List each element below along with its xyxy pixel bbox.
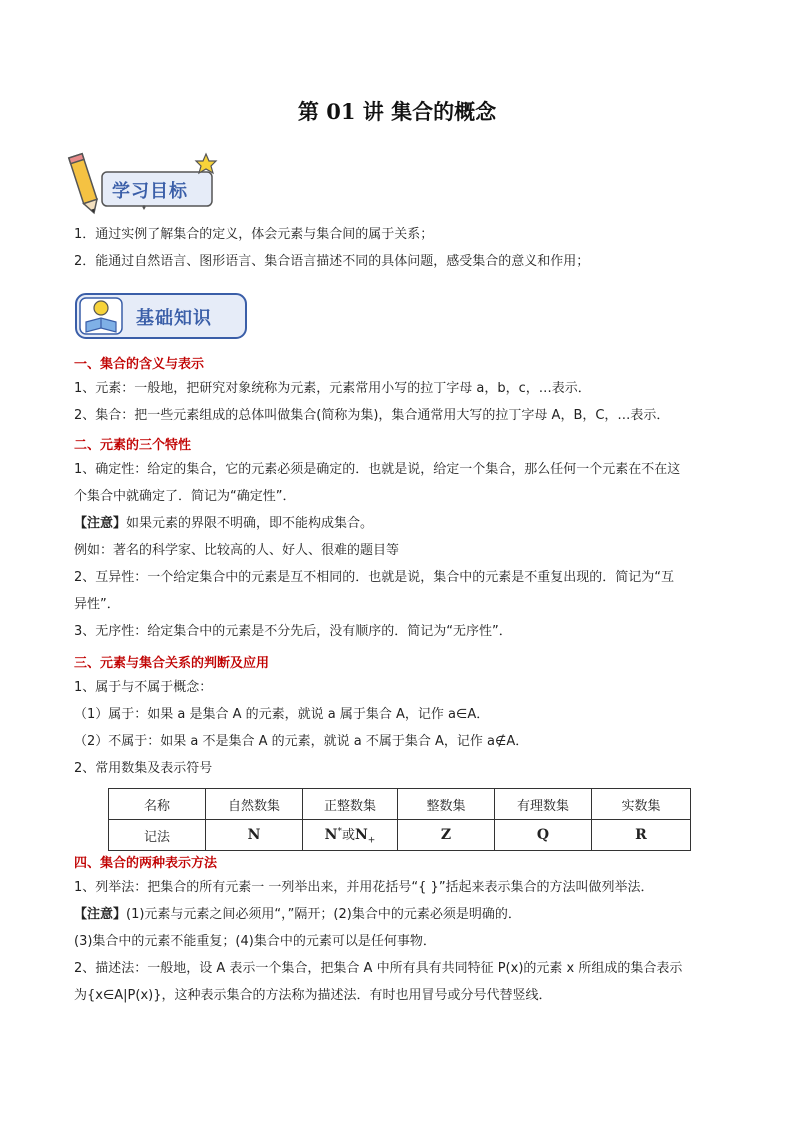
or-text: 或 (341, 828, 355, 844)
sec2-line-1a: 1、确定性：给定的集合，它的元素必须是确定的．也就是说，给定一个集合，那么任何一个元素在不在这 (74, 462, 681, 477)
page-title: 第 01 讲 集合的概念 (297, 99, 497, 124)
note-label: 【注意】 (74, 516, 127, 531)
symbol-integer: Z (398, 820, 495, 851)
sec2-example: 例如：著名的科学家、比较高的人、好人、很难的题目等 (74, 543, 400, 558)
section-4-heading: 四、集合的两种表示方法 (74, 856, 218, 871)
symbol-n-plus: N (354, 827, 368, 844)
badge-goals-label: 学习目标 (112, 181, 188, 202)
table-header-cell: 有理数集 (495, 789, 592, 820)
basic-knowledge-badge (74, 290, 254, 342)
section-1-heading: 一、集合的含义与表示 (74, 357, 205, 372)
sec4-line-4a: 2、描述法：一般地，设 A 表示一个集合，把集合 A 中所有具有共同特征 P(x)的元素 x 所组成的集合表示 (74, 961, 683, 976)
note-label: 【注意】 (74, 907, 127, 922)
sec4-note (74, 906, 521, 924)
table-header-cell: 实数集 (592, 789, 691, 820)
section-3-heading: 三、元素与集合关系的判断及应用 (74, 656, 270, 671)
learning-goals-badge (66, 150, 226, 220)
sec4-line-3: (3)集合中的元素不能重复；(4)集合中的元素可以是任何事物． (74, 934, 436, 949)
sec4-line-4b: 为{x∈A|P(x)}，这种表示集合的方法称为描述法．有时也用冒号或分号代替竖线． (74, 988, 552, 1003)
star-sup: * (337, 826, 342, 837)
table-row-label: 记法 (109, 820, 206, 851)
table-header-cell: 正整数集 (303, 789, 398, 820)
table-row (109, 789, 691, 820)
symbol-natural: N (206, 820, 303, 851)
sec1-line-1: 1、元素：一般地，把研究对象统称为元素，元素常用小写的拉丁字母 a，b，c，…表示． (74, 381, 591, 396)
plus-sub: + (367, 835, 376, 846)
number-sets-table (108, 788, 691, 851)
symbol-positive-integer (303, 820, 398, 851)
note-text: 如果元素的界限不明确，即不能构成集合。 (126, 516, 374, 531)
section-2-heading: 二、元素的三个特性 (74, 438, 192, 453)
sec2-line-2a: 2、互异性：一个给定集合中的元素是互不相同的．也就是说，集合中的元素是不重复出现的．简记为“互 (74, 570, 675, 585)
sec1-line-2: 2、集合：把一些元素组成的总体叫做集合(简称为集)，集合通常用大写的拉丁字母 A，B，C，…表示． (74, 408, 670, 423)
table-header-cell: 整数集 (398, 789, 495, 820)
table-row (109, 820, 691, 851)
sec2-line-2b: 异性”． (74, 597, 120, 612)
badge-basics-label: 基础知识 (136, 308, 212, 329)
sec2-line-3: 3、无序性：给定集合中的元素是不分先后，没有顺序的．简记为“无序性”． (74, 624, 512, 639)
sec3-line-3: （2）不属于：如果 a 不是集合 A 的元素，就说 a 不属于集合 A，记作 a∉A． (74, 734, 529, 749)
sec3-line-2: （1）属于：如果 a 是集合 A 的元素，就说 a 属于集合 A，记作 a∈A． (74, 707, 490, 722)
note-text: (1)元素与元素之间必须用“，”隔开；(2)集合中的元素必须是明确的． (126, 907, 521, 922)
goal-line-2: 2．能通过自然语言、图形语言、集合语言描述不同的具体问题，感受集合的意义和作用； (74, 254, 590, 269)
symbol-n-star: N (324, 827, 338, 844)
symbol-rational: Q (495, 820, 592, 851)
sec3-line-4: 2、常用数集及表示符号 (74, 761, 213, 776)
sec4-line-1: 1、列举法：把集合的所有元素一 一列举出来，并用花括号“{ }”括起来表示集合的方法叫做列举法． (74, 880, 654, 895)
sec2-line-1b: 个集合中就确定了．简记为“确定性”． (74, 489, 296, 504)
table-header-cell: 自然数集 (206, 789, 303, 820)
sec2-note (74, 515, 373, 533)
goal-line-1: 1．通过实例了解集合的定义，体会元素与集合间的属于关系； (74, 227, 434, 242)
symbol-real: R (592, 820, 691, 851)
table-header-cell: 名称 (109, 789, 206, 820)
sec3-line-1: 1、属于与不属于概念： (74, 680, 213, 695)
